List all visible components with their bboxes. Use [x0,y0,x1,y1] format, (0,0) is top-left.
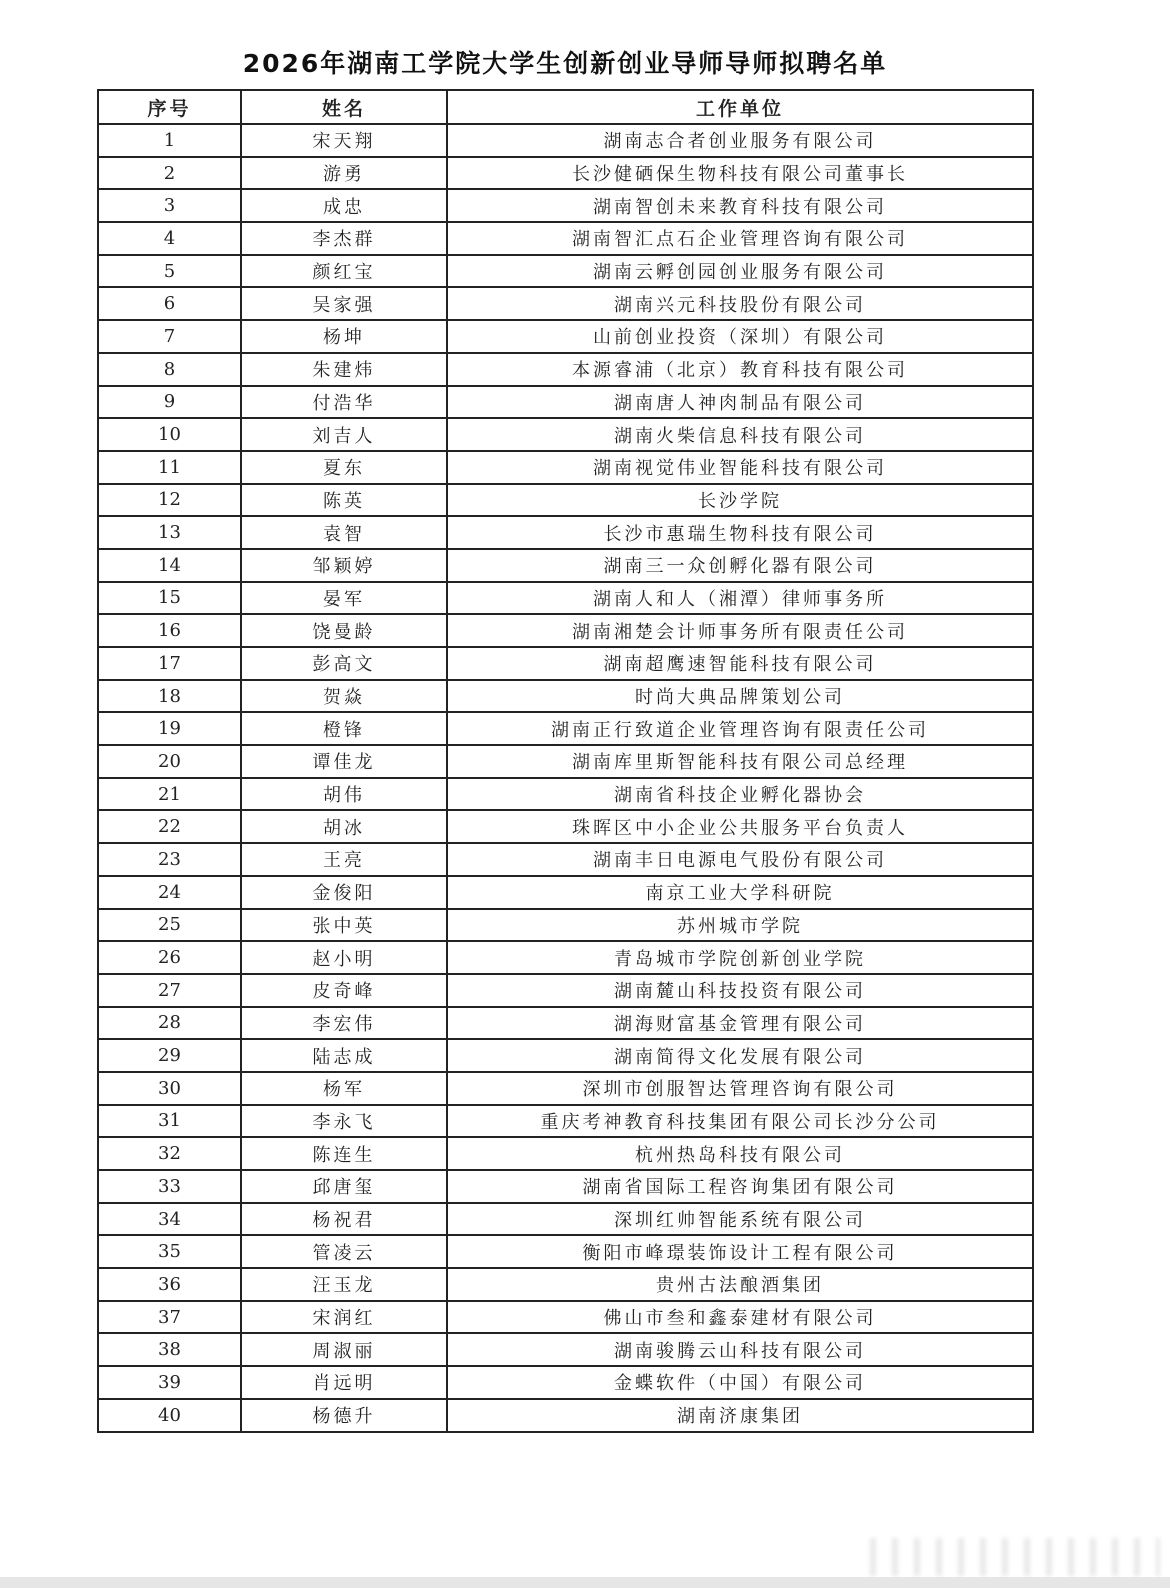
table-row [98,1366,1033,1399]
cell-index: 22 [98,810,241,843]
cell-unit: 湖南智汇点石企业管理咨询有限公司 [447,222,1033,255]
cell-unit: 湖南省科技企业孵化器协会 [447,778,1033,811]
table-row [98,1007,1033,1040]
cell-name: 陈英 [241,484,447,517]
cell-name: 赵小明 [241,941,447,974]
cell-unit: 湖南简得文化发展有限公司 [447,1039,1033,1072]
cell-index: 28 [98,1007,241,1040]
table-row [98,1105,1033,1138]
cell-index: 38 [98,1333,241,1366]
cell-unit: 长沙健硒保生物科技有限公司董事长 [447,157,1033,190]
cell-index: 11 [98,451,241,484]
cell-unit: 湖南湘楚会计师事务所有限责任公司 [447,614,1033,647]
cell-name: 刘吉人 [241,418,447,451]
cell-unit: 贵州古法酿酒集团 [447,1268,1033,1301]
table-row [98,582,1033,615]
cell-unit: 湖南济康集团 [447,1399,1033,1432]
cell-unit: 珠晖区中小企业公共服务平台负责人 [447,810,1033,843]
cell-name: 王亮 [241,843,447,876]
cell-name: 成忠 [241,189,447,222]
cell-index: 25 [98,909,241,942]
cell-name: 汪玉龙 [241,1268,447,1301]
cell-unit: 本源睿浦（北京）教育科技有限公司 [447,353,1033,386]
table-row [98,680,1033,713]
table-row [98,418,1033,451]
cell-index: 26 [98,941,241,974]
table-row [98,647,1033,680]
cell-index: 5 [98,255,241,288]
cell-name: 肖远明 [241,1366,447,1399]
cell-name: 皮奇峰 [241,974,447,1007]
table-row [98,1072,1033,1105]
table-row [98,222,1033,255]
table-row [98,843,1033,876]
table-row [98,516,1033,549]
cell-index: 20 [98,745,241,778]
cell-index: 18 [98,680,241,713]
bottom-bar [0,1577,1170,1588]
table-row [98,1235,1033,1268]
cell-index: 6 [98,287,241,320]
table-row [98,386,1033,419]
cell-unit: 湖南视觉伟业智能科技有限公司 [447,451,1033,484]
cell-index: 27 [98,974,241,1007]
table-row [98,1137,1033,1170]
table-row [98,745,1033,778]
header-unit: 工作单位 [447,90,1033,124]
cell-name: 张中英 [241,909,447,942]
cell-index: 36 [98,1268,241,1301]
cell-name: 李杰群 [241,222,447,255]
cell-index: 10 [98,418,241,451]
table-row [98,941,1033,974]
cell-index: 34 [98,1203,241,1236]
cell-index: 19 [98,712,241,745]
table-row [98,778,1033,811]
cell-unit: 山前创业投资（深圳）有限公司 [447,320,1033,353]
cell-unit: 湖南唐人神肉制品有限公司 [447,386,1033,419]
table-row [98,1301,1033,1334]
cell-name: 管凌云 [241,1235,447,1268]
cell-index: 31 [98,1105,241,1138]
cell-index: 35 [98,1235,241,1268]
watermark [870,1538,1160,1576]
cell-index: 2 [98,157,241,190]
cell-unit: 青岛城市学院创新创业学院 [447,941,1033,974]
cell-name: 晏军 [241,582,447,615]
cell-name: 夏东 [241,451,447,484]
cell-unit: 南京工业大学科研院 [447,876,1033,909]
cell-name: 颜红宝 [241,255,447,288]
table-row [98,484,1033,517]
cell-index: 33 [98,1170,241,1203]
cell-name: 袁智 [241,516,447,549]
cell-name: 邹颖婷 [241,549,447,582]
cell-name: 周淑丽 [241,1333,447,1366]
cell-index: 24 [98,876,241,909]
cell-unit: 湖南丰日电源电气股份有限公司 [447,843,1033,876]
table-row [98,614,1033,647]
header-name: 姓名 [241,90,447,124]
table-row [98,451,1033,484]
cell-unit: 金蝶软件（中国）有限公司 [447,1366,1033,1399]
cell-unit: 湖南志合者创业服务有限公司 [447,124,1033,157]
cell-index: 13 [98,516,241,549]
table-row [98,157,1033,190]
cell-name: 谭佳龙 [241,745,447,778]
cell-unit: 长沙学院 [447,484,1033,517]
cell-index: 32 [98,1137,241,1170]
table-row [98,549,1033,582]
document-title: 2026年湖南工学院大学生创新创业导师导师拟聘名单 [242,49,888,78]
table-header-row [98,90,1033,124]
cell-unit: 长沙市惠瑞生物科技有限公司 [447,516,1033,549]
cell-index: 4 [98,222,241,255]
table-row [98,1170,1033,1203]
cell-index: 16 [98,614,241,647]
table-row [98,712,1033,745]
cell-index: 37 [98,1301,241,1334]
table-row [98,1333,1033,1366]
cell-name: 胡冰 [241,810,447,843]
cell-index: 8 [98,353,241,386]
cell-name: 吴家强 [241,287,447,320]
cell-name: 彭高文 [241,647,447,680]
cell-unit: 深圳红帅智能系统有限公司 [447,1203,1033,1236]
table-row [98,320,1033,353]
table-row [98,353,1033,386]
cell-unit: 湖海财富基金管理有限公司 [447,1007,1033,1040]
cell-name: 朱建炜 [241,353,447,386]
table-row [98,1268,1033,1301]
cell-name: 邱唐玺 [241,1170,447,1203]
cell-index: 17 [98,647,241,680]
cell-name: 胡伟 [241,778,447,811]
header-index: 序号 [98,90,241,124]
cell-name: 杨德升 [241,1399,447,1432]
cell-index: 9 [98,386,241,419]
table-row [98,909,1033,942]
cell-name: 李永飞 [241,1105,447,1138]
table-row [98,1399,1033,1432]
cell-unit: 时尚大典品牌策划公司 [447,680,1033,713]
table-row [98,1039,1033,1072]
table-row [98,287,1033,320]
table-row [98,124,1033,157]
table-row [98,255,1033,288]
cell-unit: 重庆考神教育科技集团有限公司长沙分公司 [447,1105,1033,1138]
cell-name: 贺焱 [241,680,447,713]
cell-name: 宋润红 [241,1301,447,1334]
cell-name: 杨祝君 [241,1203,447,1236]
cell-name: 金俊阳 [241,876,447,909]
cell-index: 40 [98,1399,241,1432]
cell-unit: 杭州热岛科技有限公司 [447,1137,1033,1170]
cell-unit: 湖南省国际工程咨询集团有限公司 [447,1170,1033,1203]
cell-unit: 湖南三一众创孵化器有限公司 [447,549,1033,582]
cell-unit: 湖南麓山科技投资有限公司 [447,974,1033,1007]
cell-name: 游勇 [241,157,447,190]
cell-unit: 湖南火柴信息科技有限公司 [447,418,1033,451]
cell-name: 陈连生 [241,1137,447,1170]
cell-index: 21 [98,778,241,811]
cell-unit: 衡阳市峰璟装饰设计工程有限公司 [447,1235,1033,1268]
cell-index: 23 [98,843,241,876]
cell-name: 李宏伟 [241,1007,447,1040]
cell-name: 陆志成 [241,1039,447,1072]
mentor-table [97,89,1034,1433]
cell-unit: 湖南库里斯智能科技有限公司总经理 [447,745,1033,778]
cell-name: 宋天翔 [241,124,447,157]
cell-unit: 佛山市叁和鑫泰建材有限公司 [447,1301,1033,1334]
cell-unit: 湖南骏腾云山科技有限公司 [447,1333,1033,1366]
cell-unit: 深圳市创服智达管理咨询有限公司 [447,1072,1033,1105]
cell-index: 30 [98,1072,241,1105]
cell-name: 杨军 [241,1072,447,1105]
cell-unit: 湖南人和人（湘潭）律师事务所 [447,582,1033,615]
cell-unit: 湖南超鹰速智能科技有限公司 [447,647,1033,680]
cell-name: 橙锋 [241,712,447,745]
cell-name: 付浩华 [241,386,447,419]
cell-index: 15 [98,582,241,615]
cell-index: 29 [98,1039,241,1072]
table-row [98,810,1033,843]
table-row [98,1203,1033,1236]
cell-unit: 湖南正行致道企业管理咨询有限责任公司 [447,712,1033,745]
cell-index: 3 [98,189,241,222]
cell-index: 12 [98,484,241,517]
cell-index: 39 [98,1366,241,1399]
cell-index: 14 [98,549,241,582]
table-row [98,974,1033,1007]
cell-unit: 湖南云孵创园创业服务有限公司 [447,255,1033,288]
table-row [98,876,1033,909]
cell-name: 饶曼龄 [241,614,447,647]
table-body [98,124,1033,1432]
cell-index: 1 [98,124,241,157]
cell-unit: 湖南智创未来教育科技有限公司 [447,189,1033,222]
cell-unit: 苏州城市学院 [447,909,1033,942]
cell-unit: 湖南兴元科技股份有限公司 [447,287,1033,320]
cell-index: 7 [98,320,241,353]
table-row [98,189,1033,222]
cell-name: 杨坤 [241,320,447,353]
